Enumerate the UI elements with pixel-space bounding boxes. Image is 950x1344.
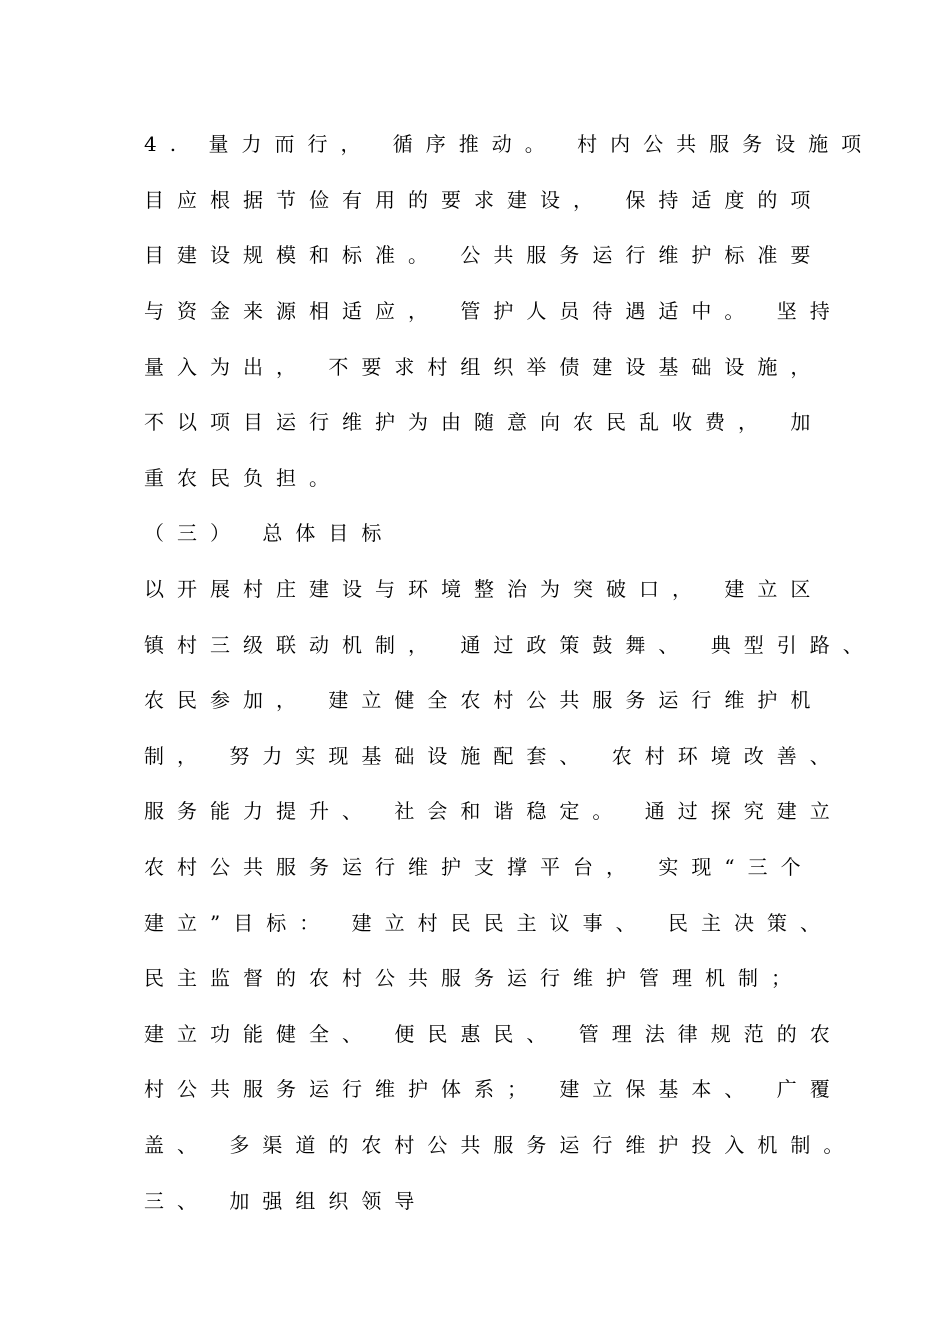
paragraph-line: 建立功能健全、 便民惠民、 管理法律规范的农 xyxy=(144,1022,843,1046)
paragraph-line: 建立”目标： 建立村民民主议事、 民主决策、 xyxy=(144,911,833,935)
section-heading: 三、 加强组织领导 xyxy=(144,1189,428,1213)
paragraph-line: 量入为出， 不要求村组织举债建设基础设施， xyxy=(144,355,824,379)
paragraph-line: 盖、 多渠道的农村公共服务运行维护投入机制。 xyxy=(144,1133,857,1157)
paragraph-line: 重农民负担。 xyxy=(144,466,342,490)
paragraph-line: 4. 量力而行， 循序推动。 村内公共服务设施项 xyxy=(144,132,875,156)
paragraph-line: 以开展村庄建设与环境整治为突破口， 建立区 xyxy=(144,577,824,601)
paragraph-line: 目应根据节俭有用的要求建设， 保持适度的项 xyxy=(144,188,824,212)
paragraph-line: 制， 努力实现基础设施配套、 农村环境改善、 xyxy=(144,744,843,768)
paragraph-line: 农村公共服务运行维护支撑平台， 实现“三个 xyxy=(144,855,814,879)
paragraph-line: 不以项目运行维护为由随意向农民乱收费， 加 xyxy=(144,410,824,434)
paragraph-line: 与资金来源相适应， 管护人员待遇适中。 坚持 xyxy=(144,299,843,323)
paragraph-line: 农民参加， 建立健全农村公共服务运行维护机 xyxy=(144,688,824,712)
paragraph-line: 村公共服务运行维护体系； 建立保基本、 广覆 xyxy=(144,1077,843,1101)
paragraph-line: 目建设规模和标准。 公共服务运行维护标准要 xyxy=(144,243,824,267)
section-heading: （三） 总体目标 xyxy=(144,521,395,545)
paragraph-line: 民主监督的农村公共服务运行维护管理机制； xyxy=(144,966,804,990)
paragraph-line: 镇村三级联动机制， 通过政策鼓舞、 典型引路、 xyxy=(144,633,876,657)
paragraph-line: 服务能力提升、 社会和谐稳定。 通过探究建立 xyxy=(144,799,843,823)
